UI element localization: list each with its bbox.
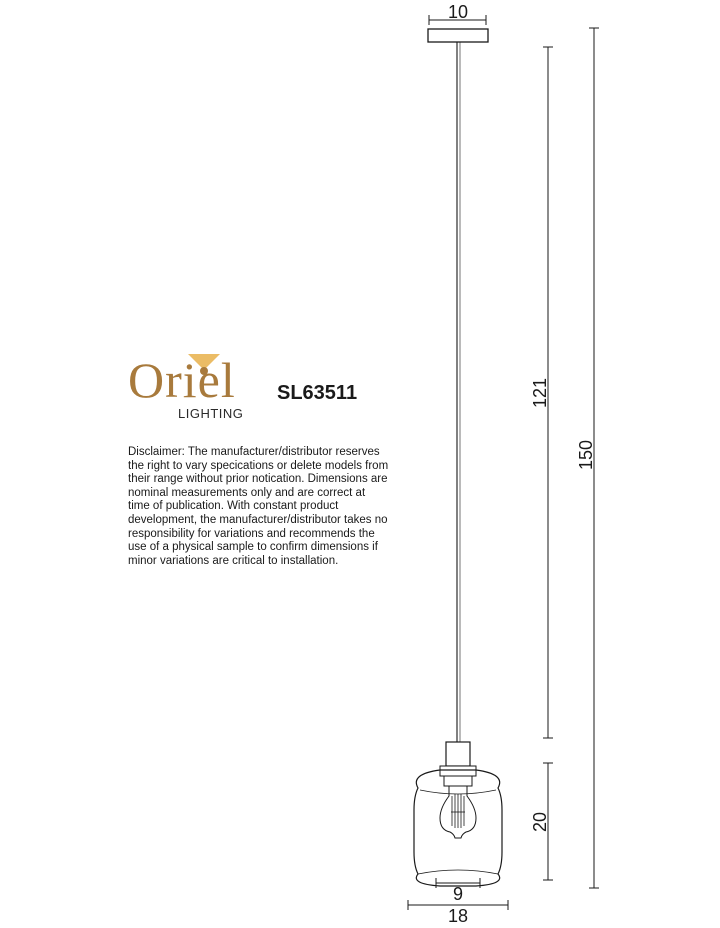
disclaimer-text: Disclaimer: The manufacturer/distributor reserves the right to vary specications or delete models from their range without prior notication. Dimensions are nominal measurements only and are correct at time of publication. With constant product development, the manufacturer/distributor takes no responsibility for variations and recommends the use of a physical sample to confirm dimensions if minor variations are critical to installation. — [128, 446, 389, 567]
lamp-holder — [446, 742, 470, 766]
dim-overall-label: 150 — [576, 439, 596, 471]
canopy — [428, 29, 488, 42]
dim-shade-top-label: 9 — [452, 884, 464, 904]
dim-shade-width-label: 18 — [447, 906, 469, 926]
dim-shade-height-label: 20 — [530, 811, 550, 833]
brand-logo — [128, 352, 268, 432]
dim-canopy-label: 10 — [447, 2, 469, 22]
model-code: SL63511 — [277, 382, 358, 404]
dim-drop-label: 121 — [530, 377, 550, 409]
brand-subtitle: LIGHTING — [178, 406, 244, 421]
brand-name: Oriel — [128, 352, 236, 408]
bulb-filament — [451, 794, 465, 828]
